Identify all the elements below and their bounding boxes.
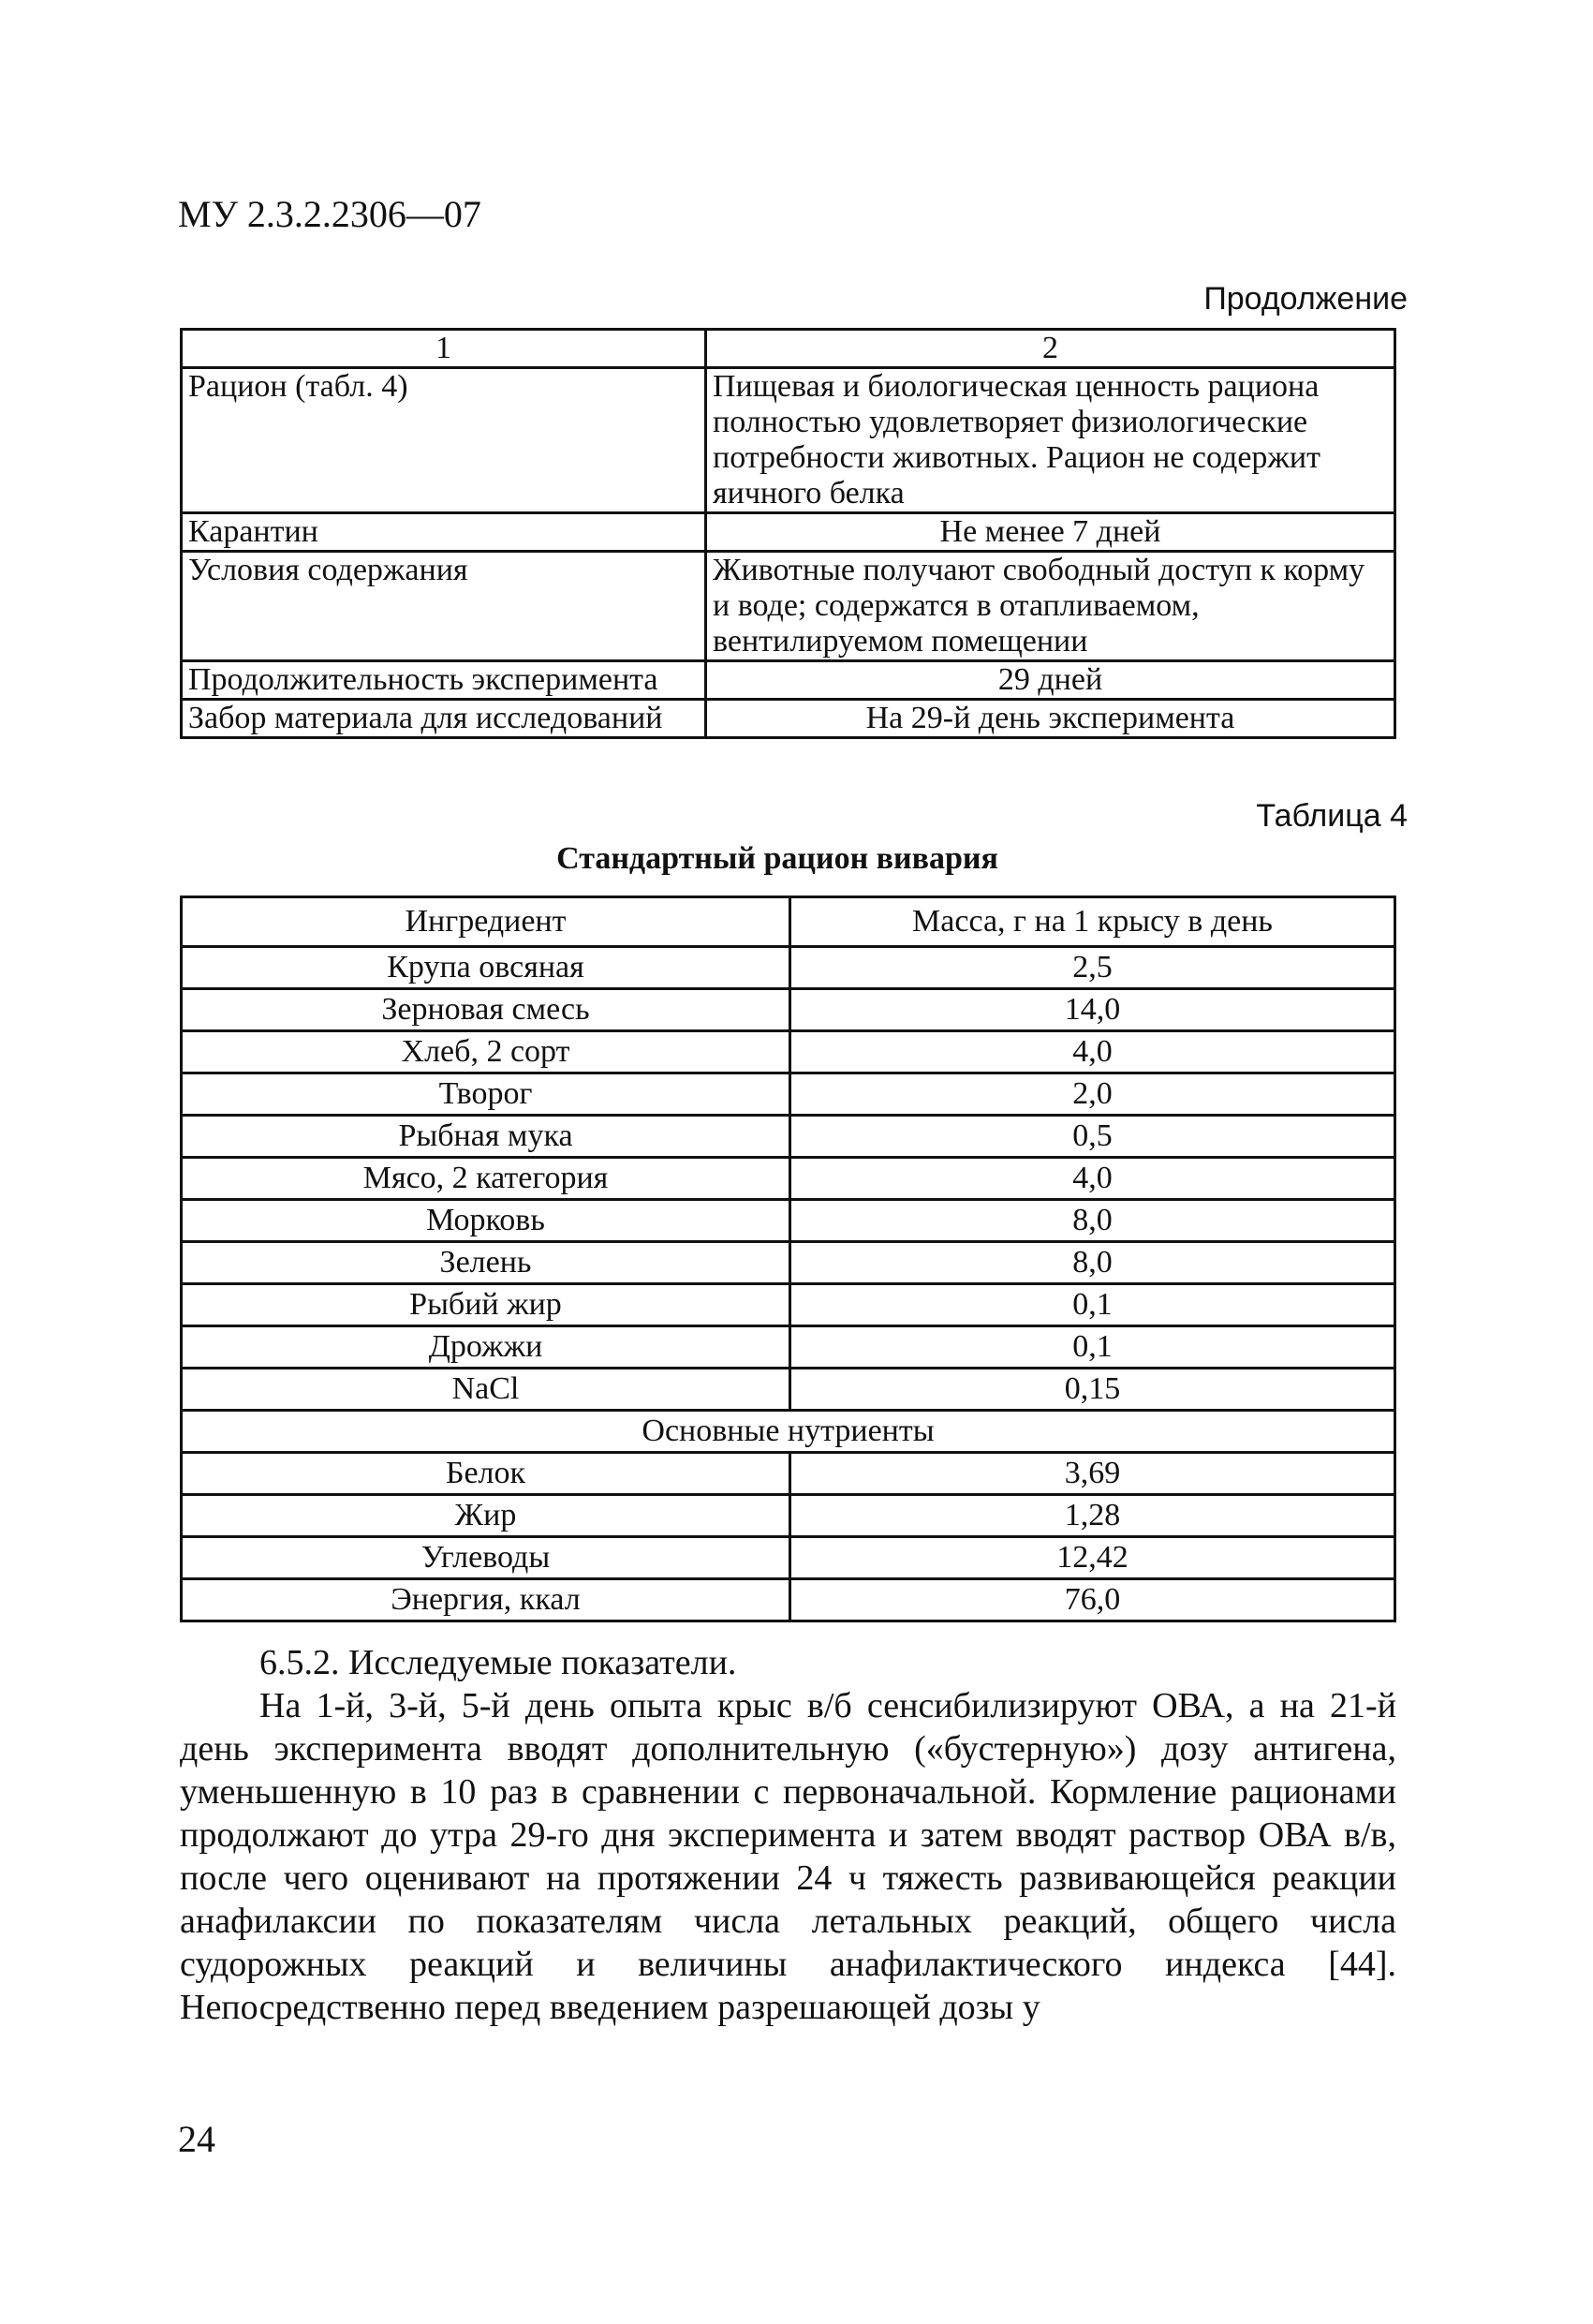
subsection-heading: 6.5.2. Исследуемые показатели.	[259, 1643, 737, 1682]
table-header-row	[182, 330, 1395, 368]
table-row	[182, 1158, 1395, 1200]
value-cell: Не менее 7 дней	[706, 513, 1395, 552]
mass-cell: 0,1	[790, 1326, 1395, 1369]
column-header: Масса, г на 1 крысу в день	[790, 897, 1395, 947]
ingredient-cell: Крупа овсяная	[182, 947, 790, 989]
mass-cell: 2,5	[790, 947, 1395, 989]
table-row	[182, 1537, 1395, 1579]
mass-cell: 4,0	[790, 1031, 1395, 1073]
table-header-row	[182, 897, 1395, 947]
table-row	[182, 700, 1395, 738]
table-row	[182, 1031, 1395, 1073]
table-row	[182, 1284, 1395, 1326]
mass-cell: 76,0	[790, 1579, 1395, 1621]
page-number: 24	[178, 2118, 215, 2160]
table-row	[182, 552, 1395, 661]
mass-cell: 4,0	[790, 1158, 1395, 1200]
mass-cell: 0,5	[790, 1116, 1395, 1158]
parameter-cell: Условия содержания	[182, 552, 706, 661]
value-cell: Животные получают свободный доступ к корму и воде; содержатся в отапливаемом, вентилируемом помещении	[706, 552, 1395, 661]
table-row	[182, 1369, 1395, 1411]
mass-cell: 0,15	[790, 1369, 1395, 1411]
nutrient-cell: Энергия, ккал	[182, 1579, 790, 1621]
table-row	[182, 661, 1395, 700]
body-text	[180, 1641, 1396, 2029]
column-header: 2	[706, 330, 1395, 368]
value-cell: Пищевая и биологическая ценность рациона полностью удовлетворяет физиологические потребности животных. Рацион не содержит яичного белка	[706, 368, 1395, 513]
ingredient-cell: Рыбная мука	[182, 1116, 790, 1158]
ingredient-cell: NaCl	[182, 1369, 790, 1411]
nutrient-cell: Углеводы	[182, 1537, 790, 1579]
table-row	[182, 1579, 1395, 1621]
table-row	[182, 1116, 1395, 1158]
mass-cell: 1,28	[790, 1495, 1395, 1537]
table-row	[182, 1242, 1395, 1284]
table-row	[182, 989, 1395, 1031]
continuation-table	[180, 328, 1396, 739]
table-row	[182, 1200, 1395, 1242]
column-header: 1	[182, 330, 706, 368]
ingredient-cell: Творог	[182, 1073, 790, 1116]
parameter-cell: Забор материала для исследований	[182, 700, 706, 738]
ingredient-cell: Зелень	[182, 1242, 790, 1284]
table-title: Стандартный рацион вивария	[556, 841, 998, 876]
table-row	[182, 1073, 1395, 1116]
value-cell: На 29-й день эксперимента	[706, 700, 1395, 738]
parameter-cell: Карантин	[182, 513, 706, 552]
ingredient-cell: Дрожжи	[182, 1326, 790, 1369]
mass-cell: 2,0	[790, 1073, 1395, 1116]
mass-cell: 3,69	[790, 1453, 1395, 1495]
ingredient-cell: Мясо, 2 категория	[182, 1158, 790, 1200]
table-row	[182, 947, 1395, 989]
parameter-cell: Продолжительность эксперимента	[182, 661, 706, 700]
mass-cell: 12,42	[790, 1537, 1395, 1579]
table-row	[182, 1453, 1395, 1495]
table-row	[182, 1495, 1395, 1537]
ingredient-cell: Морковь	[182, 1200, 790, 1242]
column-header: Ингредиент	[182, 897, 790, 947]
section-label-cell: Основные нутриенты	[182, 1411, 1395, 1453]
nutrient-cell: Жир	[182, 1495, 790, 1537]
nutrient-cell: Белок	[182, 1453, 790, 1495]
section-row	[182, 1411, 1395, 1453]
table-number: Таблица 4	[1256, 798, 1408, 834]
mass-cell: 0,1	[790, 1284, 1395, 1326]
table-row	[182, 1326, 1395, 1369]
mass-cell: 14,0	[790, 989, 1395, 1031]
table-row	[182, 368, 1395, 513]
ingredient-cell: Рыбий жир	[182, 1284, 790, 1326]
mass-cell: 8,0	[790, 1200, 1395, 1242]
value-cell: 29 дней	[706, 661, 1395, 700]
table-row	[182, 513, 1395, 552]
continuation-label: Продолжение	[1203, 281, 1408, 317]
body-paragraph: На 1-й, 3-й, 5-й день опыта крыс в/б сенсибилизируют ОВА, а на 21-й день эксперимента вводят дополнительную («бустерную») дозу антигена, уменьшенную в 10 раз в сравнении с первоначальной. Кормление рационами продолжают до утра 29-го дня эксперимента и затем вводят раствор ОВА в/в, после чего оценивают на протяжении 24 ч тяжесть развивающейся реакции анафилаксии по показателям числа летальных реакций, общего числа судорожных реакций и величины анафилактического индекса [44]. Непосредственно перед введением разрешающей дозы у	[180, 1686, 1396, 2027]
document-code: МУ 2.3.2.2306—07	[178, 193, 481, 235]
mass-cell: 8,0	[790, 1242, 1395, 1284]
parameter-cell: Рацион (табл. 4)	[182, 368, 706, 513]
ration-table	[180, 896, 1396, 1622]
ingredient-cell: Зерновая смесь	[182, 989, 790, 1031]
ingredient-cell: Хлеб, 2 сорт	[182, 1031, 790, 1073]
